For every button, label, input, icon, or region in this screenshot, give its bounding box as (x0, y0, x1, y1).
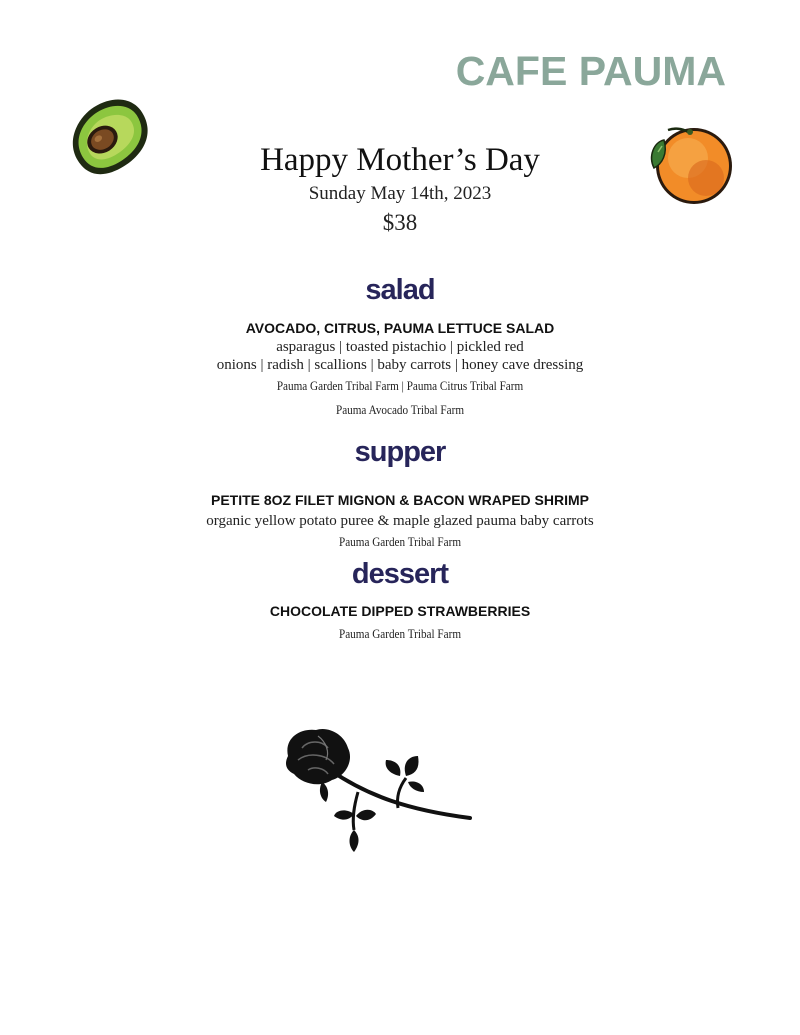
farm-credit-dessert: Pauma Garden Tribal Farm (338, 626, 462, 641)
brand-logo: CAFE PAUMA (455, 48, 726, 94)
dish-desc-supper: organic yellow potato puree & maple glazed pauma baby carrots (206, 513, 594, 529)
farm-credit-salad-2: Pauma Avocado Tribal Farm (335, 402, 465, 417)
dish-desc-salad-2: onions | radish | scallions | baby carrots | honey cave dressing (216, 357, 584, 373)
dish-name-salad: AVOCADO, CITRUS, PAUMA LETTUCE SALAD (245, 320, 555, 336)
section-heading-supper: supper (354, 436, 446, 468)
rose-icon (278, 726, 478, 861)
section-heading-dessert: dessert (351, 558, 449, 590)
dish-name-dessert: CHOCOLATE DIPPED STRAWBERRIES (269, 603, 531, 619)
farm-credit-salad-1: Pauma Garden Tribal Farm | Pauma Citrus Tribal Farm (276, 378, 524, 393)
dish-desc-salad-1: asparagus | toasted pistachio | pickled red (276, 339, 524, 355)
page-title: Happy Mother’s Day (260, 142, 540, 178)
dish-name-supper: PETITE 8OZ FILET MIGNON & BACON WRAPED SHRIMP (210, 492, 589, 508)
section-heading-salad: salad (365, 274, 435, 306)
menu-price: $38 (382, 210, 418, 235)
farm-credit-supper: Pauma Garden Tribal Farm (338, 534, 462, 549)
event-date: Sunday May 14th, 2023 (308, 183, 492, 204)
